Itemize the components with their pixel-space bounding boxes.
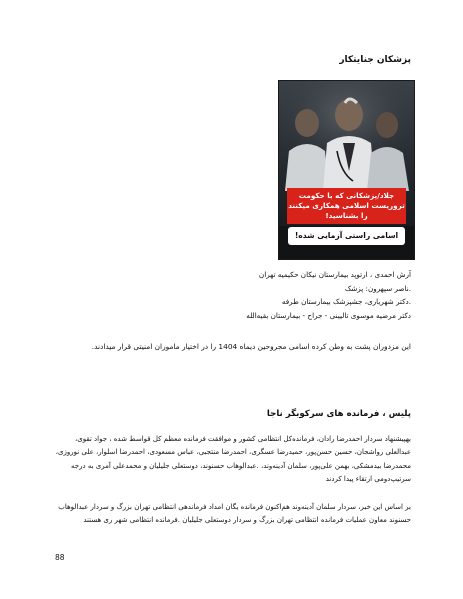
poster-image: [278, 80, 415, 260]
page-number: 88: [55, 553, 65, 562]
list-item: آرش احمدی ، ارتوپد بیمارستان نیکان حکیمیه تهران: [258, 270, 411, 279]
list-item: .دکتر شهریاری، جشپزشک بیمارستان طرفه: [281, 297, 411, 306]
list-item: دکتر مرضیه موسوی تالیینی - جراح - بیمارستان بقیه‌الله: [246, 310, 411, 320]
section-title-police-commanders: پلیس ، فرمانده های سرکوبگر ناجا: [266, 409, 411, 419]
section-title-criminal-doctors: پزشکان جنایتکار: [339, 55, 411, 65]
poster-white-banner: اسامی راستی آزمایی شده!: [288, 227, 405, 245]
paragraph-commander-roles: بر اساس این خبر، سردار سلمان آدینه‌وند هم‌اکنون فرمانده یگان امداد فرماندهی انتظامی تهران بزرگ و سردار عبدالوهاب حسنوند معاون عملیات فرمانده انتظامی تهران بزرگ و سردار دوستعلی جلیلیان .فرمانده انتظامی شهر ری هستند: [58, 503, 411, 525]
paragraph-informants: این مزدوران پشت به وطن کرده اسامی مجروحین دیماه 1404 را در اختیار ماموران امنیتی قرار میدادند.: [91, 342, 411, 351]
list-item: .ناصر سپهرون: پزشک: [344, 283, 411, 293]
paragraph-promotions: بهپیشنهاد سردار احمدرضا رادان، فرمانده‌کل انتظامی کشور و موافقت فرمانده معظم کل قواسط شده ، جواد تقوی، عبدالعلی رواشجان، حسین حسن‌پور، حمیدرضا عسگری، احمدرضا منتجبی، عباس مسعودی، احمدرضا اسلوار، علی نوروزی، محمدرضا بیدمشکی، بهمن علی‌پور، سلمان آدینه‌وند، .عبدالوهاب حسنوند، دوستعلی جلیلیان و محمدعلی آمری به درجه سرتیپ‌دومی ارتقاء پیدا کردند: [55, 435, 411, 484]
poster-red-banner: جلاد/پزشکانی که با حکومت تروریست اسلامی همکاری میکنند را بشناسید!: [287, 188, 406, 224]
doctor-names-list: [51, 268, 411, 322]
